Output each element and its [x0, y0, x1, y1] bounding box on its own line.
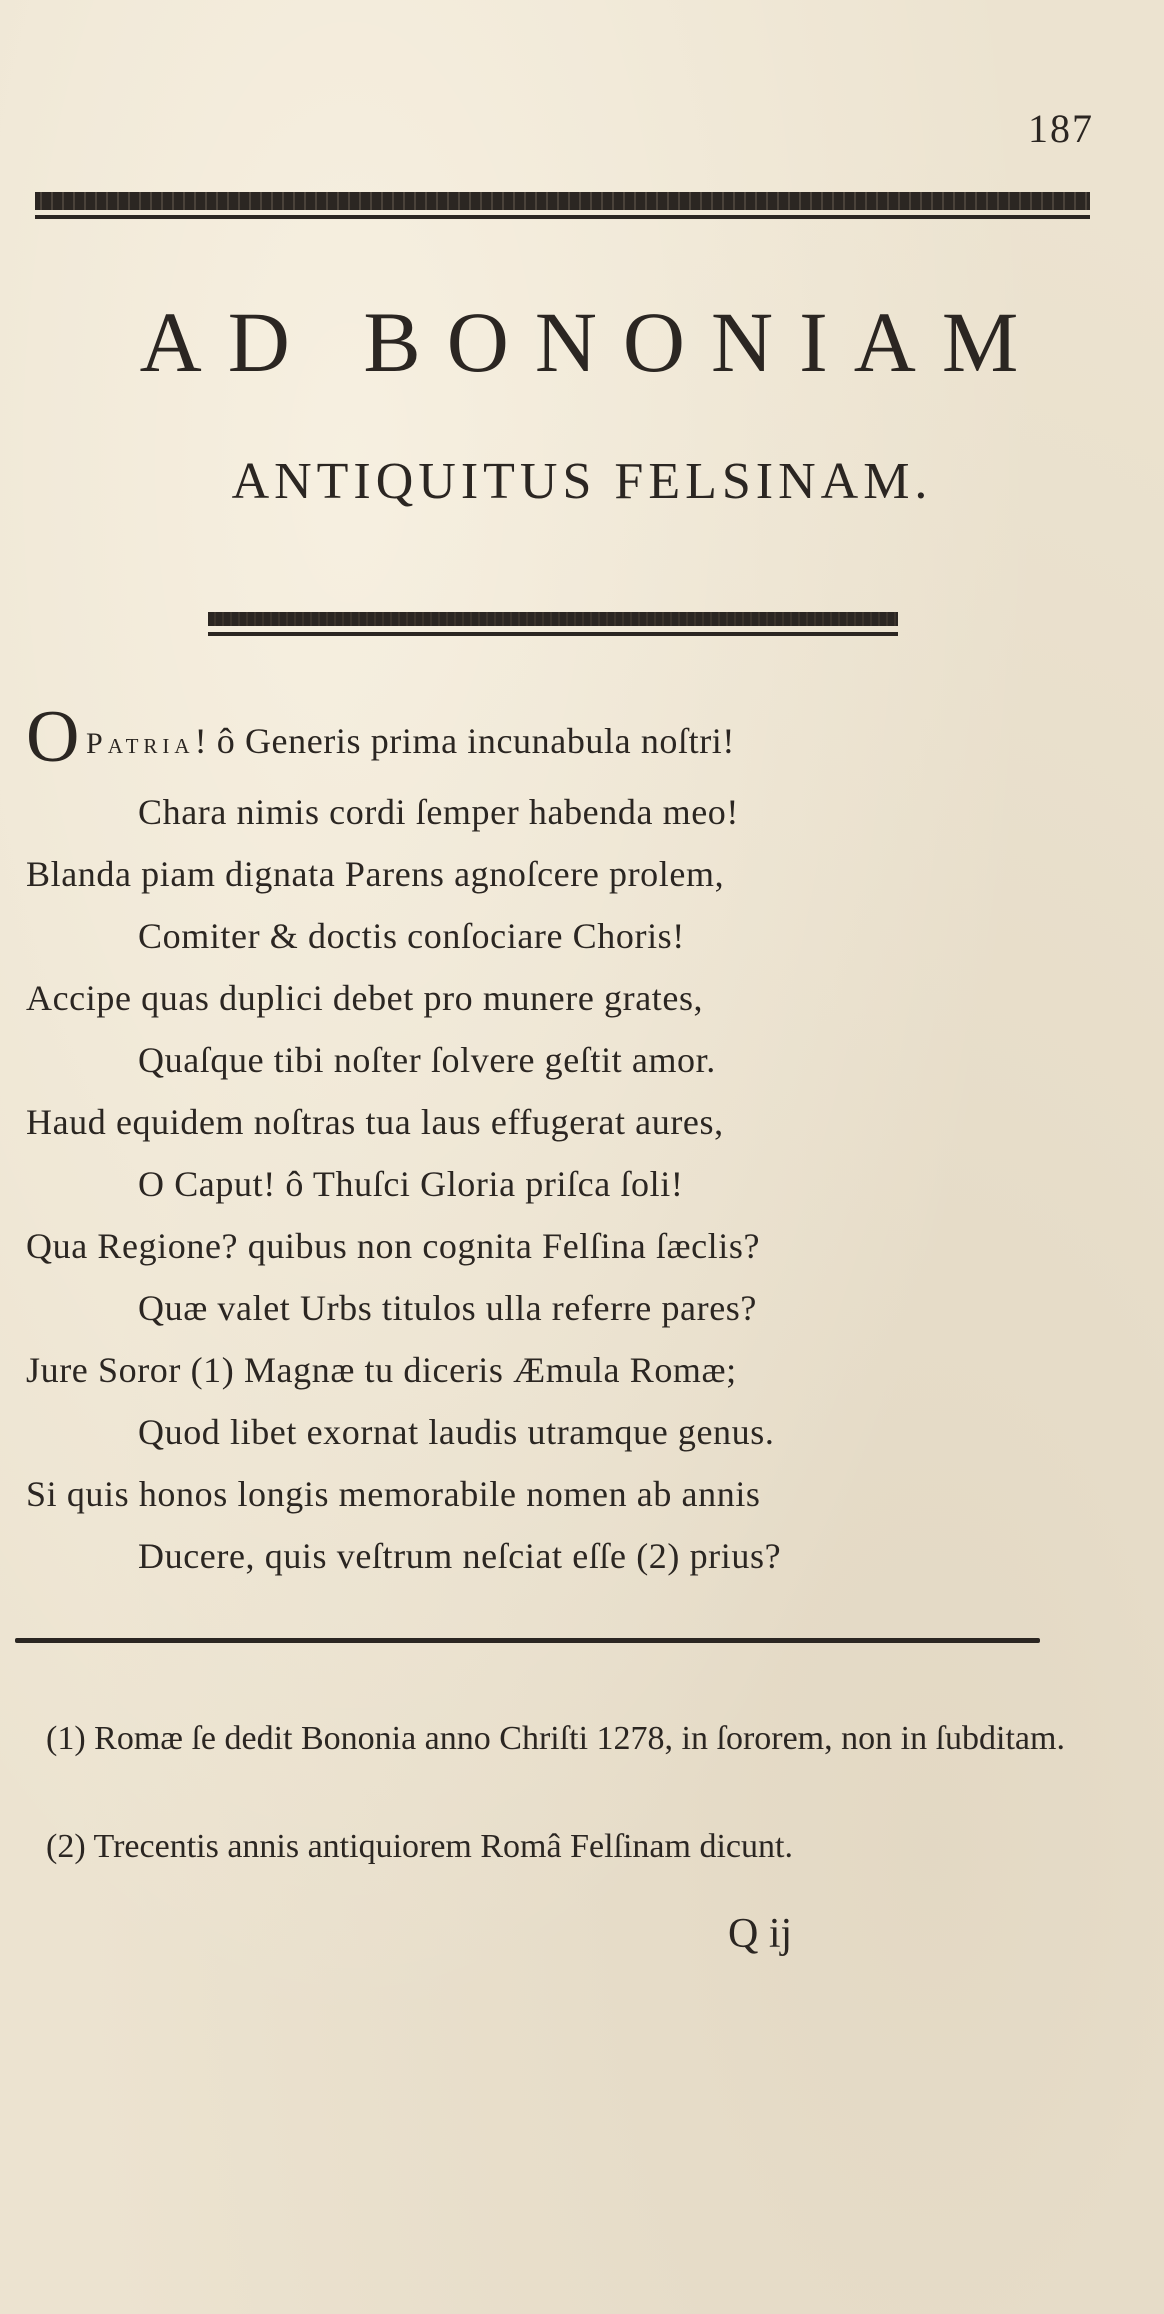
- poem-line-13: Si quis honos longis memorabile nomen ab annis: [26, 1474, 761, 1514]
- header-ornamental-rule: [35, 192, 1090, 222]
- first-word: Patria: [86, 727, 195, 760]
- poem-line-7: Haud equidem noſtras tua laus effugerat aures,: [26, 1102, 724, 1142]
- poem-line-11: Jure Soror (1) Magnæ tu diceris Æmula Romæ;: [26, 1350, 737, 1390]
- poem-subtitle: ANTIQUITUS FELSINAM.: [231, 453, 933, 510]
- poem-line-12: Quod libet exornat laudis utramque genus.: [138, 1412, 775, 1452]
- title-divider-rule: [208, 612, 898, 642]
- poem-line-9: Qua Regione? quibus non cognita Felſina ſæclis?: [26, 1226, 761, 1266]
- first-line-rest: ! ô Generis prima incunabula noſtri!: [194, 721, 735, 761]
- poem-line-14: Ducere, quis veſtrum neſciat eſſe (2) prius?: [138, 1536, 782, 1576]
- poem-line-2: Chara nimis cordi ſemper habenda meo!: [138, 792, 739, 832]
- poem-line-1: [26, 696, 735, 778]
- drop-cap: O: [26, 696, 81, 778]
- footnote-2: (2) Trecentis annis antiquiorem Româ Felſinam dicunt.: [46, 1828, 793, 1865]
- poem-title: AD BONONIAM: [139, 294, 1045, 390]
- page-number: 187: [1028, 106, 1094, 151]
- poem-line-4: Comiter & doctis conſociare Choris!: [138, 916, 685, 956]
- footnote-1: (1) Romæ ſe dedit Bononia anno Chriſti 1278, in ſororem, non in ſubditam.: [46, 1720, 1065, 1757]
- poem-line-8: O Caput! ô Thuſci Gloria priſca ſoli!: [138, 1164, 684, 1204]
- poem-line-3: Blanda piam dignata Parens agnoſcere prolem,: [26, 854, 725, 894]
- poem-line-5: Accipe quas duplici debet pro munere grates,: [26, 978, 704, 1018]
- footnote-separator-rule: [15, 1638, 1040, 1643]
- catchword-signature: Q ij: [728, 1911, 793, 1957]
- poem-line-6: Quaſque tibi noſter ſolvere geſtit amor.: [138, 1040, 716, 1080]
- poem-line-10: Quæ valet Urbs titulos ulla referre pares?: [138, 1288, 757, 1328]
